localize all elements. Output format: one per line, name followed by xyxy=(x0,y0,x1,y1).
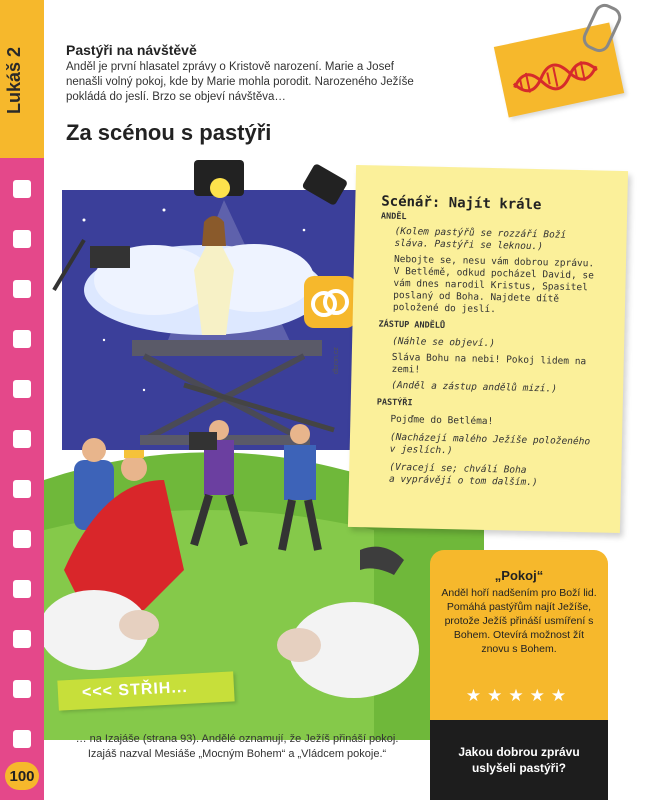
film-hole xyxy=(13,280,31,298)
intro-text: Anděl je první hlasatel zprávy o Kristově narození. Marie a Josef nenašli volný pokoj, kde by Marie mohla porodit. Narozeného Ježíše pokládá do jeslí. Brzo se objeví návštěva… xyxy=(66,61,414,103)
script-title: Scénář: Najít krále xyxy=(381,193,542,214)
film-hole xyxy=(13,230,31,248)
film-strip-sidebar xyxy=(0,0,44,800)
film-hole xyxy=(13,580,31,598)
chapter-label: Lukáš 2 xyxy=(4,46,24,114)
script-direction: sláva. Pastýři se leknou.) xyxy=(394,237,544,253)
intro-title: Pastýři na návštěvě xyxy=(66,42,197,58)
film-hole xyxy=(13,680,31,698)
script-direction: (Kolem pastýřů se rozzáří Boží xyxy=(394,225,567,241)
film-hole xyxy=(13,330,31,348)
chapter-tab xyxy=(0,0,44,158)
camera-icon xyxy=(90,246,130,268)
peace-info-box xyxy=(430,550,608,720)
script-role: ZÁSTUP ANDĚLŮ xyxy=(378,319,446,332)
script-line: Sláva Bohu na nebi! Pokoj lidem na xyxy=(391,351,587,368)
script-direction: (Vracejí se; chválí Boha xyxy=(389,461,527,476)
script-direction: (Nacházejí malého Ježíše položeného xyxy=(389,431,591,448)
film-hole xyxy=(13,530,31,548)
script-role: ANDĚL xyxy=(380,211,407,223)
script-line: V Betlémě, odkud pocházel David, se xyxy=(393,265,594,282)
film-hole xyxy=(13,180,31,198)
rings-badge xyxy=(302,274,358,330)
question-box xyxy=(430,720,608,800)
script-line: poslaný od Boha. Najdete dítě xyxy=(393,289,560,305)
script-direction: (Náhle se objeví.) xyxy=(392,335,496,350)
script-direction: (Anděl a zástup andělů mizí.) xyxy=(391,379,558,395)
watermark: dbron.cz xyxy=(333,347,340,374)
page-number: 100 xyxy=(5,762,39,790)
star-rating: ★★★★★ xyxy=(465,686,573,705)
script-direction: v jeslích.) xyxy=(389,443,453,457)
script-line: zemi! xyxy=(391,363,421,376)
bottom-text: … na Izajáše (strana 93). Andělé oznamují, že Ježíš přináší pokoj. Izajáš nazval Mesiáše „Mocným Bohem“ a „Vládcem pokoje.“ xyxy=(75,733,399,760)
script-role: PASTÝŘI xyxy=(376,397,413,409)
scaffold-platform xyxy=(132,340,322,356)
film-hole xyxy=(13,380,31,398)
peace-title: „Pokoj“ xyxy=(494,568,544,583)
script-line: položené do jeslí. xyxy=(392,301,496,316)
film-hole xyxy=(13,630,31,648)
film-hole xyxy=(13,430,31,448)
peace-text: Anděl hoří nadšením pro Boží lid. Pomáhá pastýřům najít Ježíše, protože Ježíš přináší usmíření s Bohem. Otevírá možnost žít znovu s Bohem. xyxy=(441,587,597,655)
page-title: Za scénou s pastýři xyxy=(66,120,272,145)
script-line: Nebojte se, nesu vám dobrou zprávu. xyxy=(393,253,595,270)
cut-banner-label: <<< STŘIH... xyxy=(81,678,189,702)
script-direction: a vyprávějí o tom dalším.) xyxy=(388,473,538,489)
script-sticky-note xyxy=(348,165,628,533)
question-text: Jakou dobrou zprávu uslyšeli pastýři? xyxy=(458,745,580,775)
script-line: vám dnes narodil Kristus, Spasitel xyxy=(393,277,589,294)
film-hole xyxy=(13,480,31,498)
film-hole xyxy=(13,730,31,748)
script-line: Pojďme do Betléma! xyxy=(390,413,494,428)
